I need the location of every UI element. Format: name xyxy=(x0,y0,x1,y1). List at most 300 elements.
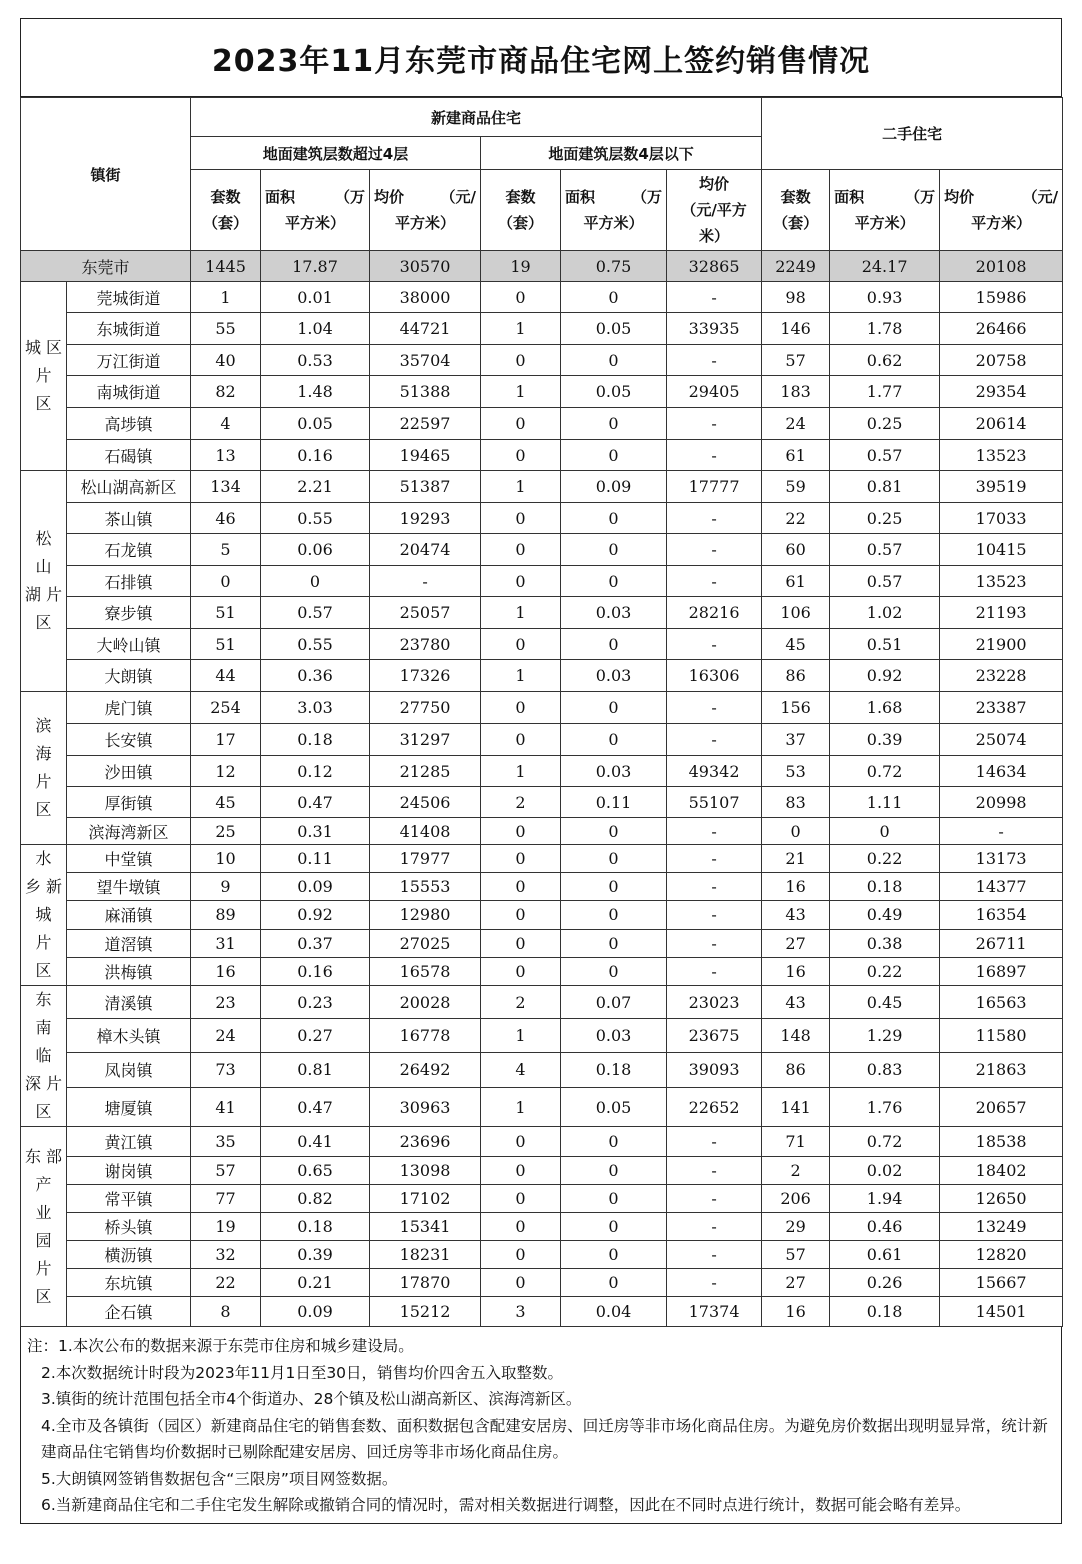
second-hand-units-cell: 37 xyxy=(762,724,830,756)
town-name-cell: 常平镇 xyxy=(67,1185,191,1213)
above4-header: 地面建筑层数超过4层 xyxy=(191,137,481,170)
town-name-cell: 南城街道 xyxy=(67,376,191,408)
new-below4-area-cell: 0.18 xyxy=(561,1052,667,1088)
units-header: 套数 （套） xyxy=(481,170,561,251)
table-row xyxy=(21,376,1063,408)
new-above4-area-cell: 17.87 xyxy=(261,251,370,282)
second-hand-avg-price-cell: 13173 xyxy=(940,845,1063,873)
new-above4-area-cell: 0.53 xyxy=(261,345,370,376)
second-hand-area-cell: 0.57 xyxy=(830,566,940,597)
new-above4-area-cell: 0.82 xyxy=(261,1185,370,1213)
new-below4-avg-price-cell: - xyxy=(667,345,762,376)
town-name-cell: 石龙镇 xyxy=(67,534,191,566)
town-name-cell: 洪梅镇 xyxy=(67,957,191,985)
second-hand-avg-price-cell: 15986 xyxy=(940,282,1063,313)
table-row xyxy=(21,901,1063,929)
second-hand-avg-price-cell: 13523 xyxy=(940,566,1063,597)
new-below4-area-cell: 0 xyxy=(561,692,667,724)
total-label: 东莞市 xyxy=(21,251,191,282)
new-below4-avg-price-cell: - xyxy=(667,408,762,440)
second-hand-units-cell: 27 xyxy=(762,1269,830,1297)
new-above4-avg-price-cell: 20474 xyxy=(370,534,481,566)
new-above4-area-cell: 0.92 xyxy=(261,901,370,929)
second-hand-avg-price-cell: 16354 xyxy=(940,901,1063,929)
new-below4-area-cell: 0.05 xyxy=(561,1088,667,1127)
new-below4-units-cell: 0 xyxy=(481,818,561,845)
new-above4-units-cell: 24 xyxy=(191,1019,261,1052)
new-below4-avg-price-cell: 55107 xyxy=(667,787,762,818)
new-above4-units-cell: 8 xyxy=(191,1297,261,1327)
new-above4-area-cell: 0.39 xyxy=(261,1241,370,1269)
table-row xyxy=(21,629,1063,660)
table-row xyxy=(21,471,1063,503)
second-hand-area-cell: 0.18 xyxy=(830,873,940,901)
new-below4-units-cell: 0 xyxy=(481,503,561,534)
second-hand-area-cell: 0.83 xyxy=(830,1052,940,1088)
new-below4-units-cell: 2 xyxy=(481,986,561,1019)
second-hand-avg-price-cell: 15667 xyxy=(940,1269,1063,1297)
second-hand-units-cell: 59 xyxy=(762,471,830,503)
town-name-cell: 塘厦镇 xyxy=(67,1088,191,1127)
new-below4-avg-price-cell: 32865 xyxy=(667,251,762,282)
new-below4-area-cell: 0 xyxy=(561,503,667,534)
new-below4-area-cell: 0 xyxy=(561,534,667,566)
table-row xyxy=(21,986,1063,1019)
new-below4-area-cell: 0 xyxy=(561,1157,667,1185)
town-name-cell: 道滘镇 xyxy=(67,929,191,957)
new-below4-units-cell: 1 xyxy=(481,1019,561,1052)
new-above4-avg-price-cell: 21285 xyxy=(370,756,481,787)
new-below4-avg-price-cell: - xyxy=(667,724,762,756)
page-title: 2023年11月东莞市商品住宅网上签约销售情况 xyxy=(20,18,1062,97)
new-below4-area-cell: 0 xyxy=(561,845,667,873)
new-below4-avg-price-cell: - xyxy=(667,873,762,901)
second-hand-area-cell: 0.72 xyxy=(830,756,940,787)
new-above4-units-cell: 12 xyxy=(191,756,261,787)
second-hand-avg-price-cell: 21863 xyxy=(940,1052,1063,1088)
town-col-header: 镇街 xyxy=(21,98,191,251)
new-above4-area-cell: 0.09 xyxy=(261,873,370,901)
new-below4-area-cell: 0 xyxy=(561,1213,667,1241)
new-below4-area-cell: 0.09 xyxy=(561,471,667,503)
new-above4-avg-price-cell: - xyxy=(370,566,481,597)
new-below4-avg-price-cell: 29405 xyxy=(667,376,762,408)
new-above4-units-cell: 10 xyxy=(191,845,261,873)
town-name-cell: 沙田镇 xyxy=(67,756,191,787)
new-below4-avg-price-cell: - xyxy=(667,629,762,660)
second-hand-units-cell: 16 xyxy=(762,1297,830,1327)
second-hand-area-cell: 1.02 xyxy=(830,597,940,629)
second-hand-units-cell: 148 xyxy=(762,1019,830,1052)
new-below4-units-cell: 1 xyxy=(481,313,561,345)
town-name-cell: 横沥镇 xyxy=(67,1241,191,1269)
new-below4-area-cell: 0 xyxy=(561,818,667,845)
new-above4-area-cell: 0.47 xyxy=(261,787,370,818)
second-hand-avg-price-cell: 25074 xyxy=(940,724,1063,756)
second-hand-area-cell: 0.25 xyxy=(830,408,940,440)
second-hand-area-cell: 1.78 xyxy=(830,313,940,345)
new-below4-units-cell: 0 xyxy=(481,1185,561,1213)
new-below4-avg-price-cell: - xyxy=(667,440,762,471)
town-name-cell: 滨海湾新区 xyxy=(67,818,191,845)
second-hand-avg-price-cell: 20614 xyxy=(940,408,1063,440)
table-row xyxy=(21,1019,1063,1052)
new-above4-avg-price-cell: 18231 xyxy=(370,1241,481,1269)
new-above4-area-cell: 0.31 xyxy=(261,818,370,845)
second-hand-avg-price-cell: - xyxy=(940,818,1063,845)
table-row xyxy=(21,929,1063,957)
price-header: 均价 （元/平方 米） xyxy=(667,170,762,251)
new-below4-avg-price-cell: 23023 xyxy=(667,986,762,1019)
town-name-cell: 茶山镇 xyxy=(67,503,191,534)
new-below4-area-cell: 0.11 xyxy=(561,787,667,818)
new-below4-area-cell: 0 xyxy=(561,629,667,660)
second-hand-area-cell: 0.46 xyxy=(830,1213,940,1241)
new-above4-units-cell: 16 xyxy=(191,957,261,985)
new-below4-units-cell: 0 xyxy=(481,929,561,957)
table-row xyxy=(21,818,1063,845)
second-hand-area-cell: 0 xyxy=(830,818,940,845)
second-hand-avg-price-cell: 18538 xyxy=(940,1127,1063,1157)
second-hand-avg-price-cell: 18402 xyxy=(940,1157,1063,1185)
new-below4-units-cell: 3 xyxy=(481,1297,561,1327)
second-hand-area-cell: 1.29 xyxy=(830,1019,940,1052)
second-hand-avg-price-cell: 14377 xyxy=(940,873,1063,901)
new-below4-units-cell: 19 xyxy=(481,251,561,282)
second-hand-units-cell: 0 xyxy=(762,818,830,845)
new-below4-area-cell: 0 xyxy=(561,566,667,597)
new-above4-units-cell: 51 xyxy=(191,597,261,629)
town-name-cell: 企石镇 xyxy=(67,1297,191,1327)
new-below4-avg-price-cell: - xyxy=(667,282,762,313)
new-below4-area-cell: 0 xyxy=(561,1241,667,1269)
below4-header: 地面建筑层数4层以下 xyxy=(481,137,762,170)
second-hand-units-cell: 57 xyxy=(762,345,830,376)
price-header: 均价 （元/ 平方米） xyxy=(940,170,1063,251)
second-hand-units-cell: 43 xyxy=(762,901,830,929)
region-label: 东 部 产 业 园 片 区 xyxy=(21,1127,67,1327)
table-row xyxy=(21,1213,1063,1241)
new-below4-avg-price-cell: 17777 xyxy=(667,471,762,503)
new-above4-area-cell: 0.81 xyxy=(261,1052,370,1088)
table-row xyxy=(21,787,1063,818)
second-hand-units-cell: 53 xyxy=(762,756,830,787)
footnotes xyxy=(20,1327,1062,1524)
second-hand-avg-price-cell: 16563 xyxy=(940,986,1063,1019)
second-hand-units-cell: 2 xyxy=(762,1157,830,1185)
new-above4-avg-price-cell: 15553 xyxy=(370,873,481,901)
second-hand-avg-price-cell: 17033 xyxy=(940,503,1063,534)
town-name-cell: 寮步镇 xyxy=(67,597,191,629)
table-row xyxy=(21,660,1063,692)
table-row xyxy=(21,1088,1063,1127)
new-above4-area-cell: 1.04 xyxy=(261,313,370,345)
second-hand-units-cell: 29 xyxy=(762,1213,830,1241)
new-above4-avg-price-cell: 51387 xyxy=(370,471,481,503)
new-above4-units-cell: 32 xyxy=(191,1241,261,1269)
new-below4-area-cell: 0.05 xyxy=(561,376,667,408)
report-sheet xyxy=(20,18,1062,1524)
table-row xyxy=(21,756,1063,787)
new-above4-area-cell: 1.48 xyxy=(261,376,370,408)
new-above4-avg-price-cell: 17977 xyxy=(370,845,481,873)
table-row xyxy=(21,345,1063,376)
new-above4-avg-price-cell: 23696 xyxy=(370,1127,481,1157)
total-row xyxy=(21,251,1063,282)
new-below4-units-cell: 0 xyxy=(481,845,561,873)
new-above4-area-cell: 2.21 xyxy=(261,471,370,503)
region-label: 城 区 片 区 xyxy=(21,282,67,471)
new-above4-avg-price-cell: 23780 xyxy=(370,629,481,660)
table-row xyxy=(21,724,1063,756)
table-header xyxy=(21,98,1063,251)
second-hand-area-cell: 0.22 xyxy=(830,845,940,873)
table-row xyxy=(21,845,1063,873)
new-above4-units-cell: 1 xyxy=(191,282,261,313)
town-name-cell: 清溪镇 xyxy=(67,986,191,1019)
new-above4-area-cell: 0.16 xyxy=(261,440,370,471)
new-below4-avg-price-cell: 17374 xyxy=(667,1297,762,1327)
new-above4-units-cell: 77 xyxy=(191,1185,261,1213)
new-above4-avg-price-cell: 12980 xyxy=(370,901,481,929)
price-header: 均价 （元/ 平方米） xyxy=(370,170,481,251)
town-name-cell: 桥头镇 xyxy=(67,1213,191,1241)
new-below4-area-cell: 0 xyxy=(561,873,667,901)
second-hand-units-cell: 156 xyxy=(762,692,830,724)
new-below4-area-cell: 0 xyxy=(561,901,667,929)
new-below4-units-cell: 1 xyxy=(481,471,561,503)
note-line: 2.本次数据统计时段为2023年11月1日至30日，销售均价四舍五入取整数。 xyxy=(41,1363,564,1382)
table-row xyxy=(21,282,1063,313)
new-homes-header: 新建商品住宅 xyxy=(191,98,762,137)
second-hand-units-cell: 2249 xyxy=(762,251,830,282)
new-above4-area-cell: 0.01 xyxy=(261,282,370,313)
new-above4-units-cell: 22 xyxy=(191,1269,261,1297)
town-name-cell: 大朗镇 xyxy=(67,660,191,692)
new-below4-units-cell: 0 xyxy=(481,957,561,985)
new-below4-units-cell: 1 xyxy=(481,756,561,787)
second-hand-avg-price-cell: 16897 xyxy=(940,957,1063,985)
new-below4-area-cell: 0 xyxy=(561,724,667,756)
table-row xyxy=(21,1297,1063,1327)
second-hand-avg-price-cell: 12650 xyxy=(940,1185,1063,1213)
new-below4-units-cell: 0 xyxy=(481,724,561,756)
second-hand-avg-price-cell: 29354 xyxy=(940,376,1063,408)
new-above4-avg-price-cell: 27750 xyxy=(370,692,481,724)
new-above4-avg-price-cell: 30963 xyxy=(370,1088,481,1127)
new-below4-units-cell: 1 xyxy=(481,597,561,629)
second-hand-units-cell: 22 xyxy=(762,503,830,534)
new-above4-units-cell: 13 xyxy=(191,440,261,471)
new-below4-area-cell: 0 xyxy=(561,282,667,313)
second-hand-units-cell: 21 xyxy=(762,845,830,873)
new-above4-area-cell: 0.47 xyxy=(261,1088,370,1127)
second-hand-avg-price-cell: 26466 xyxy=(940,313,1063,345)
new-above4-units-cell: 9 xyxy=(191,873,261,901)
town-name-cell: 望牛墩镇 xyxy=(67,873,191,901)
new-above4-units-cell: 46 xyxy=(191,503,261,534)
second-hand-units-cell: 98 xyxy=(762,282,830,313)
second-hand-area-cell: 0.51 xyxy=(830,629,940,660)
new-above4-units-cell: 1445 xyxy=(191,251,261,282)
second-hand-area-cell: 0.61 xyxy=(830,1241,940,1269)
new-below4-units-cell: 0 xyxy=(481,566,561,597)
second-hand-avg-price-cell: 23387 xyxy=(940,692,1063,724)
new-above4-area-cell: 0.11 xyxy=(261,845,370,873)
second-hand-units-cell: 106 xyxy=(762,597,830,629)
area-header: 面积 （万 平方米） xyxy=(261,170,370,251)
table-row xyxy=(21,1269,1063,1297)
new-below4-avg-price-cell: - xyxy=(667,1157,762,1185)
second-hand-avg-price-cell: 14634 xyxy=(940,756,1063,787)
new-below4-avg-price-cell: 39093 xyxy=(667,1052,762,1088)
second-hand-area-cell: 0.39 xyxy=(830,724,940,756)
second-hand-avg-price-cell: 11580 xyxy=(940,1019,1063,1052)
town-name-cell: 东坑镇 xyxy=(67,1269,191,1297)
new-above4-area-cell: 0.55 xyxy=(261,629,370,660)
new-below4-area-cell: 0 xyxy=(561,957,667,985)
new-below4-area-cell: 0 xyxy=(561,440,667,471)
new-above4-area-cell: 0.57 xyxy=(261,597,370,629)
new-above4-units-cell: 134 xyxy=(191,471,261,503)
new-below4-avg-price-cell: - xyxy=(667,1185,762,1213)
new-above4-units-cell: 23 xyxy=(191,986,261,1019)
new-above4-area-cell: 0.23 xyxy=(261,986,370,1019)
table-row xyxy=(21,1052,1063,1088)
new-above4-area-cell: 0.55 xyxy=(261,503,370,534)
new-below4-area-cell: 0.04 xyxy=(561,1297,667,1327)
new-below4-avg-price-cell: - xyxy=(667,566,762,597)
new-above4-avg-price-cell: 27025 xyxy=(370,929,481,957)
new-above4-avg-price-cell: 35704 xyxy=(370,345,481,376)
second-hand-area-cell: 1.94 xyxy=(830,1185,940,1213)
new-below4-area-cell: 0.03 xyxy=(561,1019,667,1052)
new-below4-units-cell: 0 xyxy=(481,408,561,440)
units-header: 套数 （套） xyxy=(191,170,261,251)
new-above4-avg-price-cell: 17102 xyxy=(370,1185,481,1213)
new-below4-avg-price-cell: - xyxy=(667,1241,762,1269)
sales-table xyxy=(20,97,1063,1327)
second-hand-units-cell: 86 xyxy=(762,660,830,692)
second-hand-header: 二手住宅 xyxy=(762,98,1063,170)
table-row xyxy=(21,1185,1063,1213)
new-above4-avg-price-cell: 15212 xyxy=(370,1297,481,1327)
second-hand-area-cell: 1.11 xyxy=(830,787,940,818)
new-above4-avg-price-cell: 15341 xyxy=(370,1213,481,1241)
table-row xyxy=(21,1241,1063,1269)
second-hand-avg-price-cell: 21900 xyxy=(940,629,1063,660)
new-above4-avg-price-cell: 25057 xyxy=(370,597,481,629)
new-above4-units-cell: 55 xyxy=(191,313,261,345)
new-above4-area-cell: 0.09 xyxy=(261,1297,370,1327)
second-hand-avg-price-cell: 20758 xyxy=(940,345,1063,376)
new-above4-avg-price-cell: 20028 xyxy=(370,986,481,1019)
town-name-cell: 黄江镇 xyxy=(67,1127,191,1157)
new-above4-units-cell: 5 xyxy=(191,534,261,566)
new-above4-area-cell: 0.06 xyxy=(261,534,370,566)
new-above4-units-cell: 35 xyxy=(191,1127,261,1157)
second-hand-area-cell: 0.57 xyxy=(830,534,940,566)
new-below4-units-cell: 0 xyxy=(481,1241,561,1269)
new-below4-area-cell: 0 xyxy=(561,345,667,376)
note-line: 6.当新建商品住宅和二手住宅发生解除或撤销合同的情况时，需对相关数据进行调整，因此在不同时点进行统计，数据可能会略有差异。 xyxy=(41,1496,971,1514)
second-hand-avg-price-cell: 39519 xyxy=(940,471,1063,503)
second-hand-avg-price-cell: 20998 xyxy=(940,787,1063,818)
new-below4-area-cell: 0.75 xyxy=(561,251,667,282)
note-line: 4.全市及各镇街（园区）新建商品住宅的销售套数、面积数据包含配建安居房、回迁房等非市场化商品住房。为避免房价数据出现明显异常，统计新建商品住宅销售均价数据时已剔除配建安居房、回迁房等非市场化商品住房。 xyxy=(41,1416,1048,1461)
new-above4-avg-price-cell: 19465 xyxy=(370,440,481,471)
region-label: 水 乡 新 城 片 区 xyxy=(21,845,67,986)
second-hand-area-cell: 0.45 xyxy=(830,986,940,1019)
table-row xyxy=(21,957,1063,985)
new-below4-units-cell: 4 xyxy=(481,1052,561,1088)
new-above4-units-cell: 0 xyxy=(191,566,261,597)
table-row xyxy=(21,534,1063,566)
town-name-cell: 麻涌镇 xyxy=(67,901,191,929)
table-row xyxy=(21,440,1063,471)
new-above4-avg-price-cell: 38000 xyxy=(370,282,481,313)
new-above4-avg-price-cell: 31297 xyxy=(370,724,481,756)
town-name-cell: 石排镇 xyxy=(67,566,191,597)
new-above4-area-cell: 0.27 xyxy=(261,1019,370,1052)
units-header: 套数 （套） xyxy=(762,170,830,251)
new-above4-avg-price-cell: 51388 xyxy=(370,376,481,408)
new-below4-units-cell: 0 xyxy=(481,440,561,471)
new-below4-avg-price-cell: - xyxy=(667,818,762,845)
new-below4-avg-price-cell: - xyxy=(667,901,762,929)
second-hand-units-cell: 83 xyxy=(762,787,830,818)
second-hand-area-cell: 1.68 xyxy=(830,692,940,724)
new-below4-avg-price-cell: 23675 xyxy=(667,1019,762,1052)
new-below4-avg-price-cell: - xyxy=(667,957,762,985)
second-hand-units-cell: 71 xyxy=(762,1127,830,1157)
town-name-cell: 凤岗镇 xyxy=(67,1052,191,1088)
new-below4-units-cell: 0 xyxy=(481,901,561,929)
new-above4-avg-price-cell: 44721 xyxy=(370,313,481,345)
new-below4-area-cell: 0.05 xyxy=(561,313,667,345)
new-above4-units-cell: 89 xyxy=(191,901,261,929)
new-above4-avg-price-cell: 17870 xyxy=(370,1269,481,1297)
new-above4-avg-price-cell: 19293 xyxy=(370,503,481,534)
new-below4-avg-price-cell: 22652 xyxy=(667,1088,762,1127)
town-name-cell: 莞城街道 xyxy=(67,282,191,313)
second-hand-area-cell: 0.72 xyxy=(830,1127,940,1157)
new-below4-units-cell: 0 xyxy=(481,1127,561,1157)
second-hand-area-cell: 0.26 xyxy=(830,1269,940,1297)
new-above4-avg-price-cell: 16778 xyxy=(370,1019,481,1052)
second-hand-avg-price-cell: 20108 xyxy=(940,251,1063,282)
town-name-cell: 万江街道 xyxy=(67,345,191,376)
table-row xyxy=(21,873,1063,901)
new-above4-avg-price-cell: 17326 xyxy=(370,660,481,692)
new-above4-units-cell: 41 xyxy=(191,1088,261,1127)
second-hand-area-cell: 0.93 xyxy=(830,282,940,313)
new-below4-area-cell: 0.03 xyxy=(561,597,667,629)
second-hand-area-cell: 1.76 xyxy=(830,1088,940,1127)
second-hand-units-cell: 43 xyxy=(762,986,830,1019)
new-above4-avg-price-cell: 30570 xyxy=(370,251,481,282)
second-hand-units-cell: 27 xyxy=(762,929,830,957)
new-below4-units-cell: 0 xyxy=(481,692,561,724)
region-label: 松 山 湖 片 区 xyxy=(21,471,67,692)
new-below4-area-cell: 0.03 xyxy=(561,660,667,692)
new-below4-avg-price-cell: - xyxy=(667,1213,762,1241)
note-line: 注：1.本次公布的数据来源于东莞市住房和城乡建设局。 xyxy=(27,1337,414,1355)
second-hand-area-cell: 0.81 xyxy=(830,471,940,503)
second-hand-area-cell: 0.25 xyxy=(830,503,940,534)
second-hand-area-cell: 0.18 xyxy=(830,1297,940,1327)
second-hand-units-cell: 141 xyxy=(762,1088,830,1127)
